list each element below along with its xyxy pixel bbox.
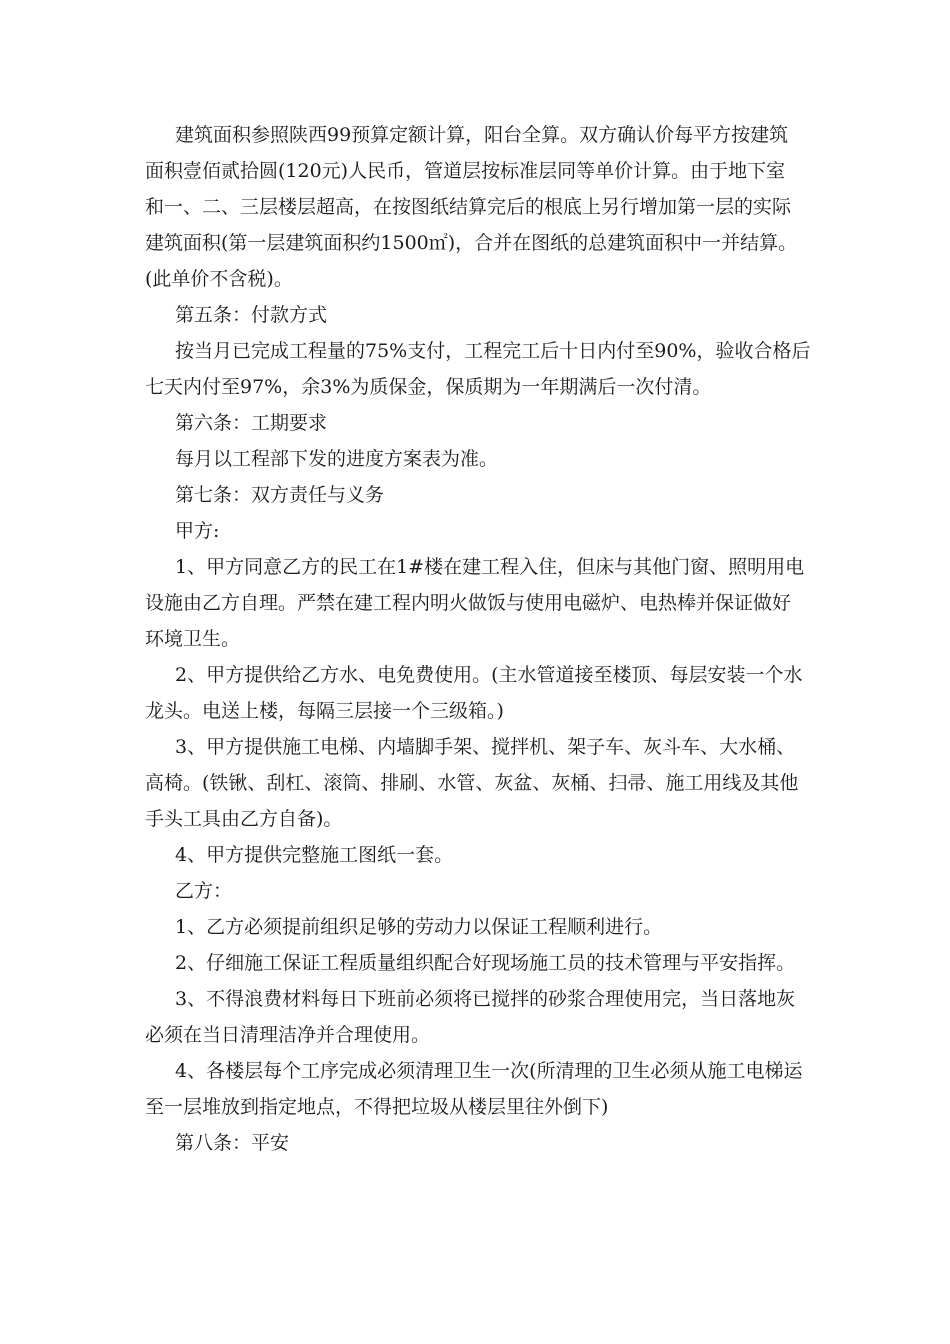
text-line: 设施由乙方自理。严禁在建工程内明火做饭与使用电磁炉、电热棒并保证做好 — [145, 592, 792, 614]
text-line: 建筑面积参照陕西99预算定额计算，阳台全算。双方确认价每平方按建筑 — [175, 124, 789, 146]
text-line: 高椅。(铁锹、刮杠、滚筒、排刷、水管、灰盆、灰桶、扫帚、施工用线及其他 — [145, 772, 799, 794]
text-line: 建筑面积(第一层建筑面积约1500㎡)，合并在图纸的总建筑面积中一并结算。 — [145, 232, 798, 254]
text-line: 按当月已完成工程量的75%支付，工程完工后十日内付至90%，验收合格后 — [175, 340, 811, 362]
text-line: 1、甲方同意乙方的民工在1#楼在建工程入住，但床与其他门窗、照明用电 — [175, 556, 805, 578]
text-line: 第八条：平安 — [175, 1132, 290, 1154]
text-line: 甲方: — [175, 520, 220, 542]
text-line: (此单价不含税)。 — [145, 268, 293, 290]
text-line: 3、不得浪费材料每日下班前必须将已搅拌的砂浆合理使用完，当日落地灰 — [175, 988, 796, 1010]
document-body — [145, 117, 810, 1161]
text-line: 至一层堆放到指定地点，不得把垃圾从楼层里往外倒下) — [145, 1096, 609, 1118]
text-line: 乙方： — [175, 880, 233, 902]
text-line: 3、甲方提供施工电梯、内墙脚手架、搅拌机、架子车、灰斗车、大水桶、 — [175, 736, 796, 758]
text-line: 4、甲方提供完整施工图纸一套。 — [175, 844, 454, 866]
text-line: 环境卫生。 — [145, 628, 241, 650]
text-line: 2、仔细施工保证工程质量组织配合好现场施工员的技术管理与平安指挥。 — [175, 952, 796, 974]
text-line: 2、甲方提供给乙方水、电免费使用。(主水管道接至楼顶、每层安装一个水 — [175, 664, 803, 686]
text-line: 七天内付至97%，余3%为质保金，保质期为一年期满后一次付清。 — [145, 376, 712, 398]
text-line: 第七条：双方责任与义务 — [175, 484, 385, 506]
text-line: 手头工具由乙方自备)。 — [145, 808, 343, 830]
text-line: 1、乙方必须提前组织足够的劳动力以保证工程顺利进行。 — [175, 916, 663, 938]
text-line: 第五条：付款方式 — [175, 304, 328, 326]
text-line: 每月以工程部下发的进度方案表为准。 — [175, 448, 499, 470]
text-line: 和一、二、三层楼层超高，在按图纸结算完后的根底上另行增加第一层的实际 — [145, 196, 792, 218]
text-line: 4、各楼层每个工序完成必须清理卫生一次(所清理的卫生必须从施工电梯运 — [175, 1060, 803, 1082]
text-line: 必须在当日清理洁净并合理使用。 — [145, 1024, 431, 1046]
text-line: 面积壹佰贰拾圆(120元)人民币，管道层按标准层同等单价计算。由于地下室 — [145, 160, 786, 182]
text-line: 第六条：工期要求 — [175, 412, 328, 434]
text-line: 龙头。电送上楼，每隔三层接一个三级箱。) — [145, 700, 504, 722]
